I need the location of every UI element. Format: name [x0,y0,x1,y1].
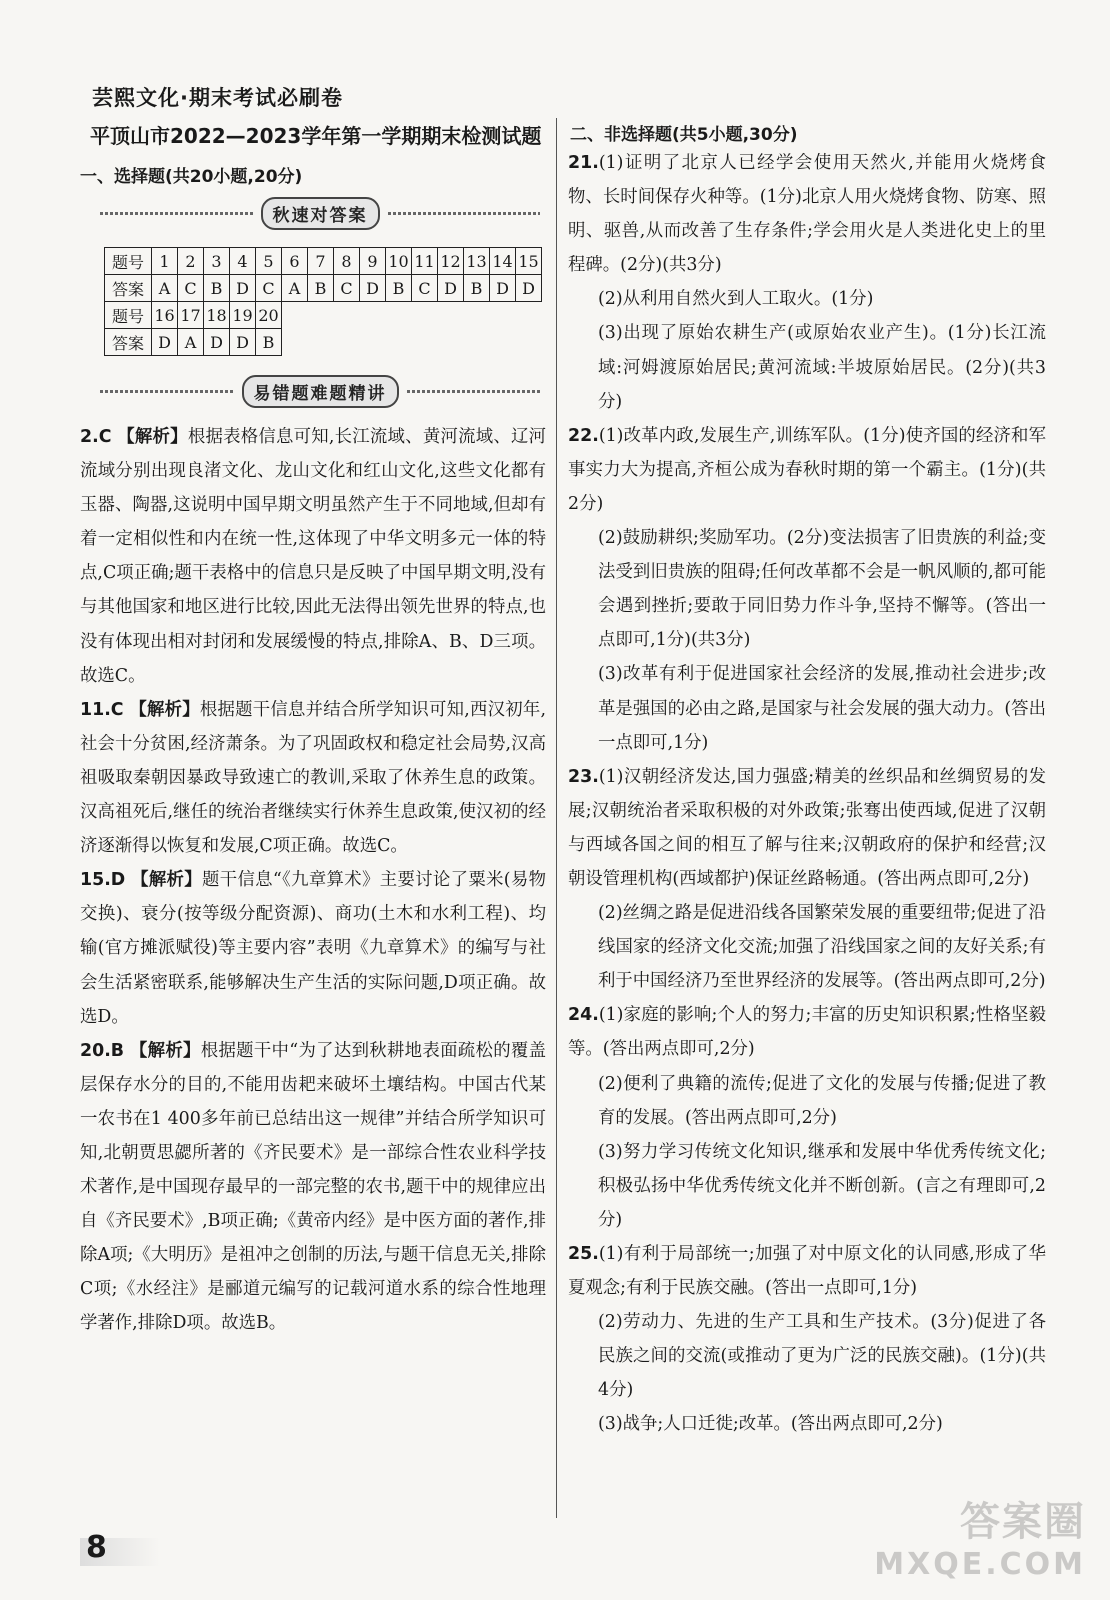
answer-text: (1)改革内政,发展生产,训练军队。(1分)使齐国的经济和军事实力大为提高,齐桓公成为春秋时期的第一个霸主。(1分)(共2分) [568,425,1046,514]
answer-table [104,247,542,356]
row-label: 题号 [105,302,152,329]
answer-cell: B [256,329,282,356]
answer-part [568,521,1046,657]
answer-cell: C [334,275,360,302]
answer-text: (1)证明了北京人已经学会使用天然火,并能用火烧烤食物、长时间保存火种等。(1分)北京人用火烧烤食物、防寒、照明、驱兽,从而改善了生存条件;学会用火是人类进化史上的里程碑。(2分)(共3分) [568,153,1046,276]
answer-cell: D [230,329,256,356]
answer-cell: D [490,275,516,302]
analysis-text: 题干信息“《九章算术》主要讨论了粟米(易物交换)、衰分(按等级分配资源)、商功(土木和水利工程)、均输(官方摊派赋役)等主要内容”表明《九章算术》的编写与社会生活紧密联系,能够解决生产生活的实际问题,D项正确。故选D。 [80,870,546,1027]
answer-item [568,419,1046,760]
answer-text: (1)有利于局部统一;加强了对中原文化的认同感,形成了华夏观念;有利于民族交融。(答出一点即可,1分) [568,1244,1046,1299]
answer-text: (2)从利用自然火到人工取火。(1分) [598,289,874,310]
answer-cell: 11 [412,248,438,275]
column-divider [556,118,557,1518]
answer-cell: 5 [256,248,282,275]
answer-part [568,1067,1046,1135]
question-number: 22. [568,425,599,446]
answer-cell: B [386,275,412,302]
answer-cell: 19 [230,302,256,329]
question-number: 23. [568,766,599,787]
analysis-item [80,420,546,693]
question-number: 15.D [80,870,126,891]
answer-cell: A [282,275,308,302]
watermark-line: 答案圈 [960,1499,1086,1545]
banner-line [407,390,541,393]
answer-cell: 8 [334,248,360,275]
brand-header: 芸熙文化·期末考试必刷卷 [92,86,343,110]
answer-item [568,1237,1046,1442]
answer-cell: B [464,275,490,302]
watermark [874,1490,1086,1582]
answer-part [568,1305,1046,1407]
question-number: 24. [568,1005,599,1026]
answer-text: (2)便利了典籍的流传;促进了文化的发展与传播;促进了教育的发展。(答出两点即可,2分) [598,1073,1046,1128]
answer-cell: 3 [204,248,230,275]
answer-part [568,1237,1046,1305]
section1-title: 一、选择题(共20小题,20分) [80,167,303,187]
analysis-tag: 【解析】 [117,427,188,447]
row-label: 答案 [105,275,152,302]
answer-table-row [105,302,542,329]
answer-cell: A [178,329,204,356]
answer-cell: 14 [490,248,516,275]
answer-cell: C [256,275,282,302]
answer-cell: D [360,275,386,302]
answer-text: (2)鼓励耕织;奖励军功。(2分)变法损害了旧贵族的利益;变法受到旧贵族的阻碍;任何改革都不会是一帆风顺的,都可能会遇到挫折;要敢于同旧势力作斗争,坚持不懈等。(答出一点即可,1分)(共3分) [598,528,1046,651]
answer-cell: D [516,275,542,302]
answer-item [568,998,1046,1237]
analysis-tag: 【解析】 [129,699,200,720]
banner-line [100,390,234,393]
page-number: 8 [86,1530,107,1565]
answer-part [568,146,1046,282]
banner-label: 秋速对答案 [261,197,380,230]
answer-cell: 7 [308,248,334,275]
analysis-item [80,693,546,863]
answer-cell: C [178,275,204,302]
watermark-line: MXQE.COM [874,1547,1086,1582]
answer-cell: B [308,275,334,302]
answer-table-row [105,329,542,356]
answer-part [568,896,1046,998]
answer-table-row [105,275,542,302]
answer-part [568,282,1046,316]
answer-cell: 16 [152,302,178,329]
answer-cell: 13 [464,248,490,275]
analysis-list [80,420,546,1341]
answer-cell: D [230,275,256,302]
paper-title: 平顶山市2022—2023学年第一学期期末检测试题 [90,124,542,148]
answer-part [568,1135,1046,1237]
analysis-tag: 【解析】 [129,1040,201,1061]
answer-part [568,760,1046,896]
answer-item [568,760,1046,999]
answer-text: (1)汉朝经济发达,国力强盛;精美的丝织品和丝绸贸易的发展;汉朝统治者采取积极的对外政策;张骞出使西域,促进了汉朝与西域各国之间的相互了解与往来;汉朝政府的保护和经营;汉朝设管理机构(西域都护)保证丝路畅通。(答出两点即可,2分) [568,766,1046,889]
question-number: 2.C [80,427,112,447]
answer-cell: 18 [204,302,230,329]
banner-line [100,212,253,215]
answer-list [568,146,1046,1442]
answer-cell: 20 [256,302,282,329]
answer-cell: C [412,275,438,302]
analysis-item [80,863,546,1033]
question-number: 25. [568,1244,599,1264]
answer-cell: 4 [230,248,256,275]
answer-text: (2)劳动力、先进的生产工具和生产技术。(3分)促进了各民族之间的交流(或推动了更为广泛的民族交融)。(1分)(共4分) [598,1312,1046,1401]
answer-text: (1)家庭的影响;个人的努力;丰富的历史知识积累;性格坚毅等。(答出两点即可,2分) [568,1005,1046,1060]
answer-text: (3)改革有利于促进国家社会经济的发展,推动社会进步;改革是强国的必由之路,是国家与社会发展的强大动力。(答出一点即可,1分) [598,664,1046,753]
analysis-text: 根据题干信息并结合所学知识可知,西汉初年,社会十分贫困,经济萧条。为了巩固政权和稳定社会局势,汉高祖吸取秦朝因暴政导致速亡的教训,采取了休养生息的政策。汉高祖死后,继任的统治者继续实行休养生息政策,使汉初的经济逐渐得以恢复和发展,C项正确。故选C。 [80,699,546,857]
answer-part [568,998,1046,1066]
analysis-text: 根据表格信息可知,长江流域、黄河流域、辽河流域分别出现良渚文化、龙山文化和红山文化,这些文化都有玉器、陶器,这说明中国早期文明虽然产生于不同地域,但却有着一定相似性和内在统一性,这体现了中华文明多元一体的特点,C项正确;题干表格中的信息只是反映了中国早期文明,没有与其他国家和地区进行比较,因此无法得出领先世界的特点,也没有体现出相对封闭和发展缓慢的特点,排除A、B、D三项。故选C。 [80,427,547,686]
question-number: 21. [568,153,599,173]
answer-text: (3)出现了原始农耕生产(或原始农业产生)。(1分)长江流域:河姆渡原始居民;黄河流域:半坡原始居民。(2分)(共3分) [598,323,1046,412]
answer-cell: 2 [178,248,204,275]
answer-text: (2)丝绸之路是促进沿线各国繁荣发展的重要纽带;促进了沿线国家的经济文化交流;加强了沿线国家之间的友好关系;有利于中国经济乃至世界经济的发展等。(答出两点即可,2分) [598,903,1046,992]
answer-cell: 10 [386,248,412,275]
analysis-banner [100,376,540,406]
analysis-text: 根据题干中“为了达到秋耕地表面疏松的覆盖层保存水分的目的,不能用齿耙来破坏土壤结构。中国古代某一农书在1 400多年前已总结出这一规律”并结合所学知识可知,北朝贾思勰所著的《齐民要术》是一部综合性农业科学技术著作,是中国现存最早的一部完整的农书,题干中的规律应出自《齐民要术》,B项正确;《黄帝内经》是中医方面的著作,排除A项;《大明历》是祖冲之创制的历法,与题干信息无关,排除C项;《水经注》是郦道元编写的记载河道水系的综合性地理学著作,排除D项。故选B。 [80,1040,546,1334]
answer-cell: 1 [152,248,178,275]
answer-cell: A [152,275,178,302]
answer-part [568,316,1046,418]
answer-text: (3)战争;人口迁徙;改革。(答出两点即可,2分) [598,1414,943,1435]
banner-label: 易错题难题精讲 [242,375,399,408]
answer-cell: 12 [438,248,464,275]
section2-title: 二、非选择题(共5小题,30分) [570,125,798,145]
answer-cell: 9 [360,248,386,275]
analysis-item [80,1034,546,1341]
answer-table-row [105,248,542,275]
answer-part [568,419,1046,521]
answer-text: (3)努力学习传统文化知识,继承和发展中华优秀传统文化;积极弘扬中华优秀传统文化并不断创新。(言之有理即可,2分) [598,1141,1046,1230]
answer-cell: D [438,275,464,302]
question-number: 11.C [80,699,124,720]
row-label: 答案 [105,329,152,356]
answer-cell: 6 [282,248,308,275]
answer-part [568,1407,1046,1441]
answer-item [568,146,1046,419]
answer-part [568,657,1046,759]
answer-cell: D [204,329,230,356]
question-number: 20.B [80,1040,125,1061]
row-label: 题号 [105,248,152,275]
answer-cell: 15 [516,248,542,275]
quick-answers-banner [100,198,540,228]
banner-line [388,212,541,215]
answer-cell: 17 [178,302,204,329]
answer-cell: D [152,329,178,356]
answer-cell: B [204,275,230,302]
analysis-tag: 【解析】 [131,870,202,891]
